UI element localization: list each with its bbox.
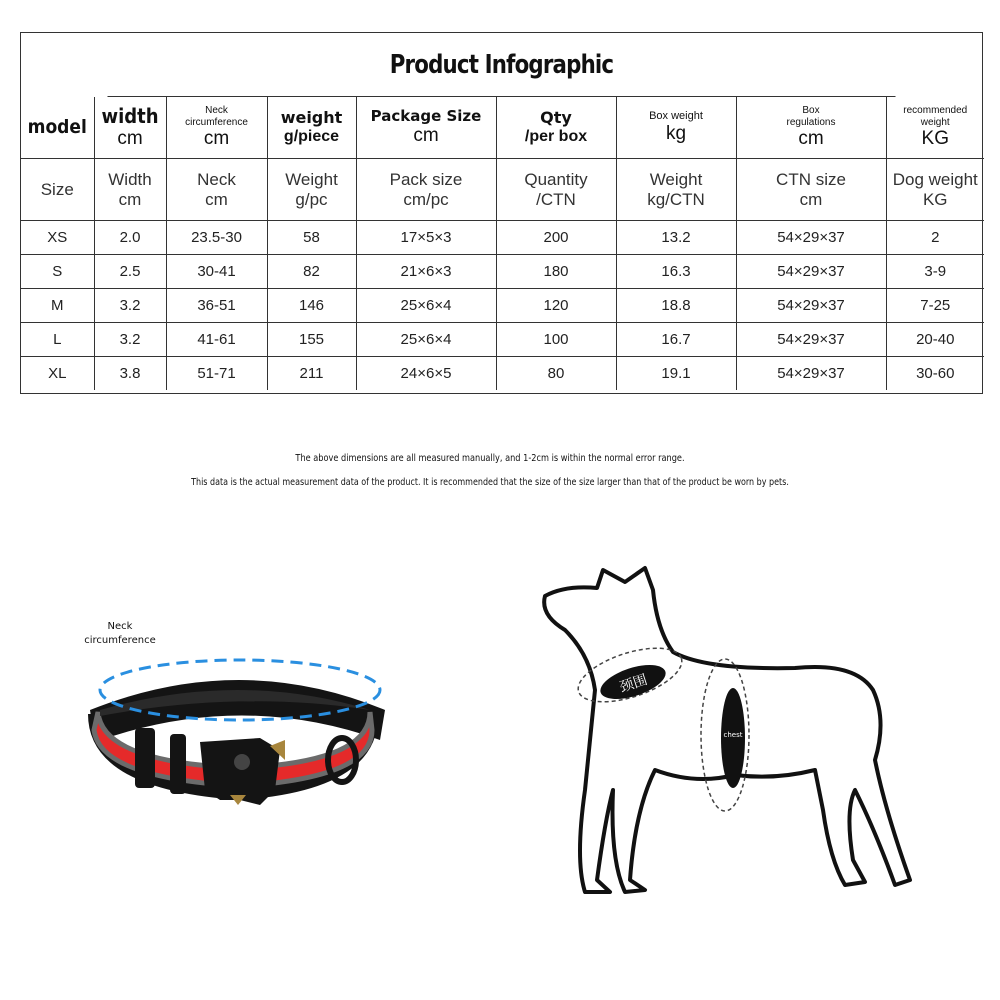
cell-quantity: 180 bbox=[496, 255, 616, 289]
sub-ctn-size: CTN size cm bbox=[736, 159, 886, 221]
cell-box-weight: 19.1 bbox=[616, 357, 736, 391]
cell-dog-weight: 2 bbox=[886, 221, 984, 255]
header-recommended-weight: recommended weight KG bbox=[886, 97, 984, 159]
header-neck: Neck circumference cm bbox=[166, 97, 267, 159]
cell-dog-weight: 7-25 bbox=[886, 289, 984, 323]
cell-dog-weight: 3-9 bbox=[886, 255, 984, 289]
cell-width: 2.0 bbox=[94, 221, 166, 255]
spec-table bbox=[21, 97, 984, 390]
cell-dog-weight: 30-60 bbox=[886, 357, 984, 391]
header-box-regulations: Box regulations cm bbox=[736, 97, 886, 159]
header-box-weight: Box weight kg bbox=[616, 97, 736, 159]
cell-width: 3.2 bbox=[94, 289, 166, 323]
sub-width: Width cm bbox=[94, 159, 166, 221]
cell-pack-size: 17×5×3 bbox=[356, 221, 496, 255]
cell-size: S bbox=[21, 255, 94, 289]
cell-ctn-size: 54×29×37 bbox=[736, 323, 886, 357]
sub-neck: Neck cm bbox=[166, 159, 267, 221]
cell-pack-size: 24×6×5 bbox=[356, 357, 496, 391]
header-qty: Qty /per box bbox=[496, 97, 616, 159]
cell-size: XS bbox=[21, 221, 94, 255]
cell-size: M bbox=[21, 289, 94, 323]
dog-chest-label: chest bbox=[723, 731, 743, 739]
sub-pack-size: Pack size cm/pc bbox=[356, 159, 496, 221]
subheader-row bbox=[21, 159, 984, 221]
dog-neck-label: 颈围 bbox=[617, 671, 650, 696]
cell-box-weight: 16.7 bbox=[616, 323, 736, 357]
cell-weight: 155 bbox=[267, 323, 356, 357]
cell-pack-size: 25×6×4 bbox=[356, 289, 496, 323]
size-chart-table bbox=[20, 32, 983, 394]
table-row bbox=[21, 255, 984, 289]
note-measurement: The above dimensions are all measured manually, and 1-2cm is within the normal error range. bbox=[295, 453, 685, 464]
sub-size: Size bbox=[21, 159, 94, 221]
collar-label: Neck circumference bbox=[84, 621, 156, 646]
sub-weight: Weight g/pc bbox=[267, 159, 356, 221]
collar-illustration bbox=[80, 650, 400, 820]
sub-quantity: Quantity /CTN bbox=[496, 159, 616, 221]
cell-neck: 36-51 bbox=[166, 289, 267, 323]
cell-neck: 41-61 bbox=[166, 323, 267, 357]
header-width: width cm bbox=[94, 97, 166, 159]
cell-size: L bbox=[21, 323, 94, 357]
cell-dog-weight: 20-40 bbox=[886, 323, 984, 357]
cell-size: XL bbox=[21, 357, 94, 391]
cell-quantity: 120 bbox=[496, 289, 616, 323]
cell-quantity: 200 bbox=[496, 221, 616, 255]
cell-width: 3.2 bbox=[94, 323, 166, 357]
header-row bbox=[21, 97, 984, 159]
cell-ctn-size: 54×29×37 bbox=[736, 255, 886, 289]
cell-pack-size: 25×6×4 bbox=[356, 323, 496, 357]
cell-weight: 82 bbox=[267, 255, 356, 289]
header-package-size: Package Size cm bbox=[356, 97, 496, 159]
chart-title: Product Infographic bbox=[107, 33, 895, 97]
cell-neck: 30-41 bbox=[166, 255, 267, 289]
sub-box-weight: Weight kg/CTN bbox=[616, 159, 736, 221]
cell-weight: 58 bbox=[267, 221, 356, 255]
sub-dog-weight: Dog weight KG bbox=[886, 159, 984, 221]
cell-weight: 146 bbox=[267, 289, 356, 323]
cell-ctn-size: 54×29×37 bbox=[736, 221, 886, 255]
table-row bbox=[21, 357, 984, 391]
cell-width: 3.8 bbox=[94, 357, 166, 391]
cell-box-weight: 13.2 bbox=[616, 221, 736, 255]
cell-box-weight: 18.8 bbox=[616, 289, 736, 323]
table-row bbox=[21, 323, 984, 357]
cell-quantity: 100 bbox=[496, 323, 616, 357]
header-model: model bbox=[21, 97, 94, 159]
cell-neck: 51-71 bbox=[166, 357, 267, 391]
cell-box-weight: 16.3 bbox=[616, 255, 736, 289]
cell-ctn-size: 54×29×37 bbox=[736, 289, 886, 323]
table-row bbox=[21, 289, 984, 323]
cell-neck: 23.5-30 bbox=[166, 221, 267, 255]
note-recommendation: This data is the actual measurement data of the product. It is recommended that the size of the size larger than that of the product be worn by pets. bbox=[191, 477, 789, 488]
cell-pack-size: 21×6×3 bbox=[356, 255, 496, 289]
cell-width: 2.5 bbox=[94, 255, 166, 289]
header-weight: weight g/piece bbox=[267, 97, 356, 159]
table-row bbox=[21, 221, 984, 255]
cell-quantity: 80 bbox=[496, 357, 616, 391]
cell-weight: 211 bbox=[267, 357, 356, 391]
cell-ctn-size: 54×29×37 bbox=[736, 357, 886, 391]
dog-measurement-illustration bbox=[535, 560, 925, 910]
